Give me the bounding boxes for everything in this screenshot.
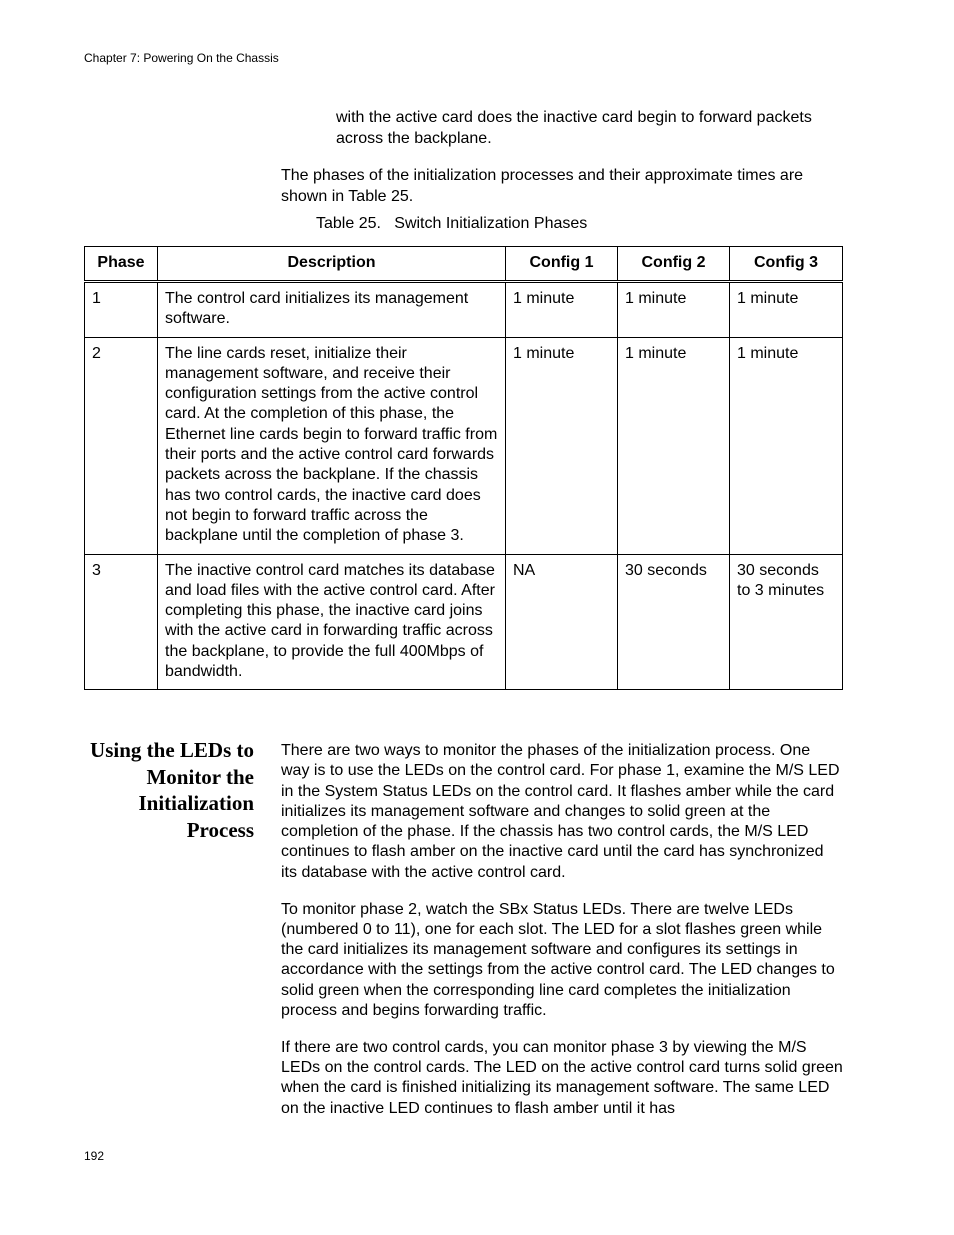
column-header-config-2: Config 2 [618, 247, 730, 282]
config-1-cell: 1 minute [506, 337, 618, 554]
initialization-phases-table [84, 246, 843, 690]
page-number: 192 [84, 1149, 105, 1163]
config-3-cell: 1 minute [730, 282, 843, 338]
continued-paragraph: with the active card does the inactive card begin to forward packets across the backplane. [336, 109, 812, 147]
body-paragraph: There are two ways to monitor the phases of the initialization process. One way is to use the LEDs on the control card. For phase 1, examine the M/S LED in the System Status LEDs on the control card. It flashes amber while the card initializes its management software and changes to solid green at the completion of the phase. If the chassis has two control cards, the M/S LED continues to flash amber on the inactive card until the card has synchronized its database with the active control card. [281, 742, 840, 881]
body-paragraph: To monitor phase 2, watch the SBx Status LEDs. There are twelve LEDs (numbered 0 to 11), one for each slot. The LED for a slot flashes green while the card initializes its management software and configures its settings in accordance with the settings from the active control card. The LED changes to solid green when the corresponding line card completes the initialization process and begins forwarding traffic. [281, 900, 835, 1020]
table-header-row [85, 247, 843, 282]
table-row [85, 337, 843, 554]
intro-paragraph: The phases of the initialization processes and their approximate times are shown in Table 25. [281, 167, 804, 205]
body-paragraph: If there are two control cards, you can monitor phase 3 by viewing the M/S LEDs on the control cards. The LED on the active control card turns solid green when the card is finished initializing its management software. The same LED on the inactive LED continues to flash amber until it has [281, 1038, 843, 1117]
config-3-cell: 30 seconds to 3 minutes [730, 554, 843, 690]
section-body [281, 741, 843, 1136]
phase-cell: 3 [85, 554, 158, 690]
column-header-description: Description [158, 247, 506, 282]
config-3-cell: 1 minute [730, 337, 843, 554]
running-header: Chapter 7: Powering On the Chassis [84, 51, 279, 65]
config-2-cell: 30 seconds [618, 554, 730, 690]
config-2-cell: 1 minute [618, 337, 730, 554]
description-cell: The inactive control card matches its database and load files with the active control card. After completing this phase, the inactive card joins with the active card in forwarding traffic across the backplane, to provide the full 400Mbps of bandwidth. [158, 554, 506, 690]
table-caption: Table 25. Switch Initialization Phases [316, 215, 588, 232]
description-cell: The control card initializes its management software. [158, 282, 506, 338]
table-row [85, 554, 843, 690]
description-cell: The line cards reset, initialize their management software, and receive their configuration settings from the active control card. At the completion of this phase, the Ethernet line cards begin to forward traffic from their ports and the active control card forwards packets across the backplane. If the chassis has two control cards, the inactive card does not begin to forward traffic across the backplane until the completion of phase 3. [158, 337, 506, 554]
column-header-phase: Phase [85, 247, 158, 282]
config-2-cell: 1 minute [618, 282, 730, 338]
section-heading: Using the LEDs to Monitor the Initialization Process [90, 738, 254, 842]
phase-cell: 2 [85, 337, 158, 554]
config-1-cell: NA [506, 554, 618, 690]
phase-cell: 1 [85, 282, 158, 338]
config-1-cell: 1 minute [506, 282, 618, 338]
column-header-config-1: Config 1 [506, 247, 618, 282]
column-header-config-3: Config 3 [730, 247, 843, 282]
table-row [85, 282, 843, 338]
